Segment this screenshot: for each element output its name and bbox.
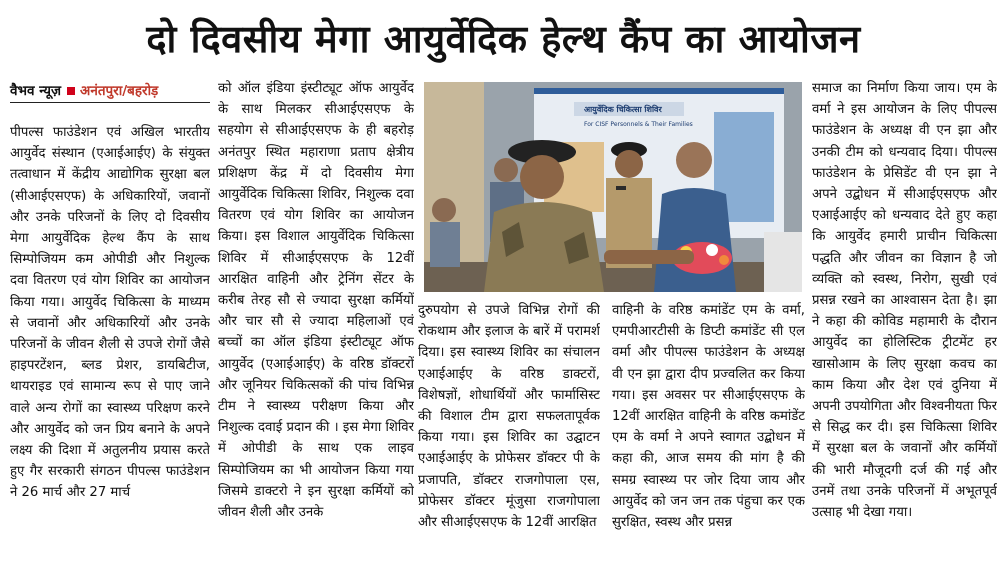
- article-column-4: [612, 300, 805, 562]
- event-photo-illustration: [424, 82, 802, 292]
- article-text-col1: पीपल्स फाउंडेशन एवं अखिल भारतीय आयुर्वेद संस्थान (एआईआईए) के संयुक्त तत्वाधान में केंद्रीय आद्योगिक सुरक्षा बल (सीआईएसएफ) के अधिकारियों, जवानों और उनके परिजनों के लिए दो दिवसीय मेगा आयुर्वेदिक हेल्थ कैंप के साथ सिम्पोजियम कम ओपीडी और निशुल्क दवा वितरण एवं योग शिविर का आयोजन किया गया। आयुर्वेद चिकित्सा के माध्यम से जवानों और अधिकारियों और उनके परिजनों के जीवन शैली से उपजे रोगों जैसे हाइपरटेंशन, ब्लड प्रेशर, डायबिटीज, थायराइड एवं सामान्य रूप से पाए जाने वाले अन्य रोगों का स्वास्थ्य परिक्षण करने और आयुर्वेद को जन प्रिय बनाने के अपने लक्ष्य की दिशा में अतुलनीय प्रयास करते हुए गैर सरकारी संगठन पीपल्स फाउंडेशन ने 26 मार्च और 27 मार्च: [10, 125, 210, 501]
- article-text-col3: दुरुपयोग से उपजे विभिन्न रोगों की रोकथाम और इलाज के बारें में परामर्श दिया। इस स्वास्थ्य शिविर का संचालन एआईआईए के वरिष्ठ डाक्टरों, विशेषज्ञों, शोधार्थियों और फार्मासिस्ट की विशाल टीम द्वारा सफलतापूर्वक किया गया। इस शिविर का उद्घाटन एआईआईए के प्रोफेसर डॉक्टर पी के प्रजापति, डॉक्टर राजगोपाला एस, प्रोफेसर डॉक्टर मूंजुसा राजगोपाला और सीआईएसएफ के 12वीं आरक्षित: [418, 303, 600, 531]
- article-column-1: [10, 122, 210, 562]
- article-text-col4: वाहिनी के वरिष्ठ कमांडेंट एम के वर्मा, एमपीआरटीसी के डिप्टी कमांडेंट सी एल वर्मा और पीपल्स फाउंडेशन के अध्यक्ष वी एन झा द्वारा दीप प्रज्वलित कर किया गया। इस अवसर पर सीआईएसएफ के 12वीं आरक्षित वाहिनी के वरिष्ठ कमांडेंट एम के वर्मा ने अपने स्वागत उद्बोधन में कहा की, आज समय की मांग है की समग्र स्वास्थ्य पर जोर दिया जाय और आयुर्वेद को जन जन तक पंहुचा कर एक सुरक्षित, स्वस्थ और प्रसन्न: [612, 303, 805, 531]
- banner-subtitle: For CISF Personnels & Their Families: [584, 121, 693, 128]
- event-photo: [424, 82, 802, 292]
- article-column-5: [812, 78, 997, 562]
- banner-title: आयुर्वेदिक चिकित्सा शिविर: [584, 105, 662, 114]
- byline-source: वैभव न्यूज़: [10, 83, 62, 99]
- square-bullet-icon: [67, 87, 75, 95]
- byline-location: अनंतपुरा/बहरोड़: [80, 83, 159, 99]
- article-column-2: [218, 78, 414, 562]
- byline: [10, 80, 210, 103]
- article-text-col2: को ऑल इंडिया इंस्टीट्यूट ऑफ आयुर्वेद के साथ मिलकर सीआईएसएफ के सहयोग से सीआईएसएफ के ही बहरोड़ अनंतपुर स्थित महाराणा प्रताप क्षेत्रीय प्रशिक्षण केंद्र में दो दिवसीय मेगा आयुर्वेदिक चिकित्सा शिविर, निशुल्क दवा वितरण एवं योग शिविर का आयोजन किया। इस विशाल आयुर्वेदिक चिकित्सा शिविर में सीआईएसएफ के 12वीं आरक्षित वाहिनी और ट्रेनिंग सेंटर के करीब तेरह सौ से ज्यादा सुरक्षा कर्मियों और चार सौ से ज्यादा महिलाओं एवं बच्चों का ऑल इंडिया इंस्टीट्यूट ऑफ आयुर्वेद (एआईआईए) के वरिष्ठ डॉक्टरों और जूनियर चिकित्सकों की पांच विभिन्न टीम ने स्वास्थ्य परीक्षण किया और निशुल्क दवाई प्रदान की । इस मेगा शिविर में ओपीडी के साथ एक लाइव सिम्पोजियम का भी आयोजन किया गया जिसमे डाक्टरो ने इन सुरक्षा कर्मियों को जीवन शैली और उनके: [218, 81, 414, 521]
- headline: दो दिवसीय मेगा आयुर्वेदिक हेल्थ कैंप का आयोजन: [146, 17, 861, 61]
- article-text-col5: समाज का निर्माण किया जाय। एम के वर्मा ने इस आयोजन के लिए पीपल्स फाउंडेशन के अध्यक्ष वी एन झा और उनकी टीम को धन्यवाद दिया। पीपल्स फाउंडेशन के प्रेसिडेंट वी एन झा ने अपने उद्बोधन में सीआईएसएफ और एआईआईए को धन्यवाद देते हुए कहा कि आयुर्वेद हमारी प्राचीन चिकित्सा पद्धति और जीवन का विज्ञान है जो व्यक्ति को स्वस्थ, निरोग, सुखी एवं प्रसन्न रखने का आश्वासन देता है। झा ने कहा की कोविड महामारी के दौरान आयुर्वेद का होलिस्टिक ट्रीटमेंट हर खासोआम के लिए सुरक्षा कवच का काम किया और देश एवं दुनिया में अपनी उपयोगिता और विश्वनीयता फिर से सिद्ध कर दी। इस चिकित्सा शिविर में सुरक्षा बल के जवानों और कर्मियों की भारी मौजूदगी दर्ज की गई और उनमें तथा उनके परिजनों में अभूतपूर्व उत्साह भी देखा गया।: [812, 81, 997, 521]
- article-column-3: [418, 300, 600, 562]
